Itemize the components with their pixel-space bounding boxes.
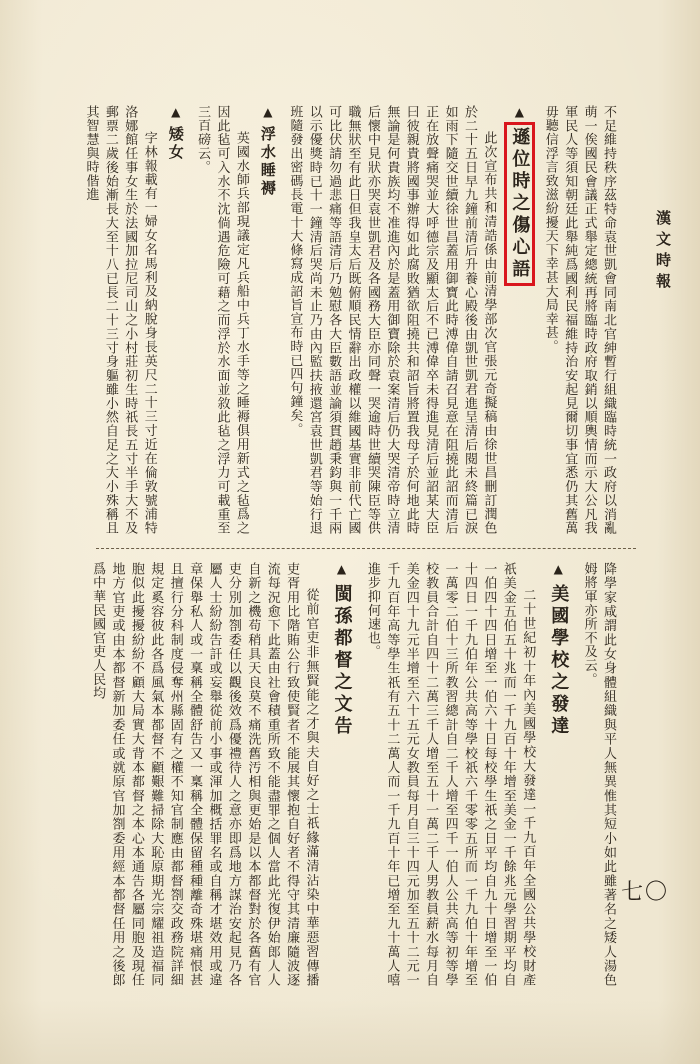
triangle-bullet-icon: ▲	[334, 562, 349, 580]
heading-text: 遜位時之傷心語	[509, 127, 531, 281]
triangle-bullet-icon: ▲	[551, 562, 566, 580]
article-heading	[506, 105, 532, 535]
article-paragraph: 英國水師兵部現議定凡兵船中兵丁水手等之睡褥俱用新式之毡爲之因此毡可入水不沈倘遇危險可藉之而浮於水面並敘此毡之浮力可載重至三百磅云。	[195, 105, 249, 535]
article-paragraph: 降學家咸謂此女身體組織與平人無異惟其短小如此雖著名之矮人湯色姆將軍亦所不及云。	[581, 562, 616, 987]
article-subheading	[257, 105, 279, 535]
article-paragraph: 從前官吏非無賢能之才與夫自好之士祇緣滿清沾染中華惡習傳播吏胥用比階賄公行致使賢者不能展其懷抱自好者不得守其清廉隨波逐流每況愈下此蓋由社會積重所致不能盡罪之個人當此光復伊始郎人人自新之機苟稍具天良莫不痛洗舊汚相與更始是以本都督對於各舊有官吏分別加劄委任以觀後效爲優禮待人之意亦即爲地方謀治安起見乃各屬人士紛紛告訐或妄舉從前小事或渾加概括罪名或自稱才堪效用或違章保舉私人或一稟稱全體舒告又一稟稱全體保留種種離奇殊堪痛恨甚且擅行分科制度侵奪州縣固有之權不知官制應由都督劄交政務院詳細規定奚容彼此各爲風氣本都督不顧艱難掃除大恥原期光宗耀祖造福同胞似此擾擾紛紛不顧大局實大背本都督之本心本通告各屬同胞及現任地方官吏或由本都督新加委任或就原官加劄委用經本都督任用之後郎爲中華民國官吏人民均	[90, 562, 319, 987]
article-paragraph: 二十世紀初十年內美國學校大發達一千九百年全國公共學校財產祇美金五伯五十兆而一千九百十年增至美金一千餘兆元學習期平均自一伯四十四日增至一伯六十日每校學生祇之日平均自九十日增至一伯十四日一千九伯年公共高等學校祇六千零零五所而一千九伯十年增至一萬零二伯十三所教習總計自二千人增至四千一伯人公共高等初等學校教員合計自四十二萬三千人增至五十一萬二千人男教員薪水每月自美金四十九元半增至六十五元女教員每月自三十四元加至五十二元一千九百年高等學生祇有五十二萬人而一千九百十年已增至九十萬人嘻進步抑何速也。	[364, 562, 536, 987]
article-paragraph: 字林報載有一婦女名馬利及納脫身長英尺二十三寸近在倫敦號浦特洛娜館任事女生於法國加拉尼司山之小村莊初生時祇長五寸半手大不及郵票二歲後始漸長大至十八已長二十三寸身軀雖小然自足之大小殊稱且其智慧與時偕進	[83, 105, 157, 535]
lower-text-block	[90, 562, 618, 987]
article-heading	[329, 562, 355, 987]
triangle-bullet-icon: ▲	[260, 105, 275, 122]
section-divider	[96, 548, 636, 549]
page-bottom-margin	[0, 1000, 700, 1064]
article-heading	[545, 562, 571, 987]
article-subheading	[165, 105, 187, 535]
masthead-title: 漢文時報	[654, 210, 672, 294]
triangle-bullet-icon: ▲	[168, 105, 183, 122]
heading-text: 美國學校之發達	[548, 584, 570, 738]
article-paragraph: 不足維持秩序茲特命袁世凱會同南北官紳暫行組織臨時統一政府以消亂萌一俟國民會議正式舉定總統再將臨時政府取銷以順輿情而示大公凡我軍民人等須知朝廷此舉純爲國利民福維持治安起見爾切事宜悉仍其舊萬毋聽信浮言致滋紛擾天下幸甚大局幸甚。	[542, 105, 616, 535]
heading-text: 矮女	[166, 126, 185, 162]
triangle-bullet-icon: ▲	[512, 105, 527, 123]
article-paragraph: 此次宣布共和清誥係由前清學部次官張元奇擬稿由徐世昌刪訂潤色於二十五日早九鐘前清后升養心殿後由凱世凱君進呈清后閱未終篇已淚如雨下隨交世續徐世昌蓋用御寶此時溥偉自請召見意在阻撓此詔而清后正在放聲痛哭並大呼德宗及顯太后不已溥偉卒未得進見清后並詔某大臣曰彼親貴將國事辦得如此腐敗猶欲阻撓共和詔旨將置我母子於何地此時無論是何貴族均不准進內於是蓋用御寶除於袁案清后仍大哭清帝時立清后懷中見狀亦哭袁世凱君及各國務大臣亦同聲一哭逾時世續哭陳臣等供職無狀至有此日但我皇太后既俯順民情辭出政權以維國基實非前代亡國可比伏請勿過悲痛等語清后乃勉慰各大臣數語並論須貫趙秉鈞與一千兩以示優獎時已十一鐘清后哭尚未止乃由內監扶掖還宮袁世凱君等始行退班隨發出密碼長電十大條寫成詔旨宣布時已四句鐘矣。	[287, 105, 497, 535]
upper-text-block	[83, 105, 618, 535]
page-number: 七〇	[620, 880, 669, 905]
heading-text: 浮水睡褥	[258, 126, 277, 198]
heading-text: 閩孫都督之文告	[331, 584, 353, 738]
